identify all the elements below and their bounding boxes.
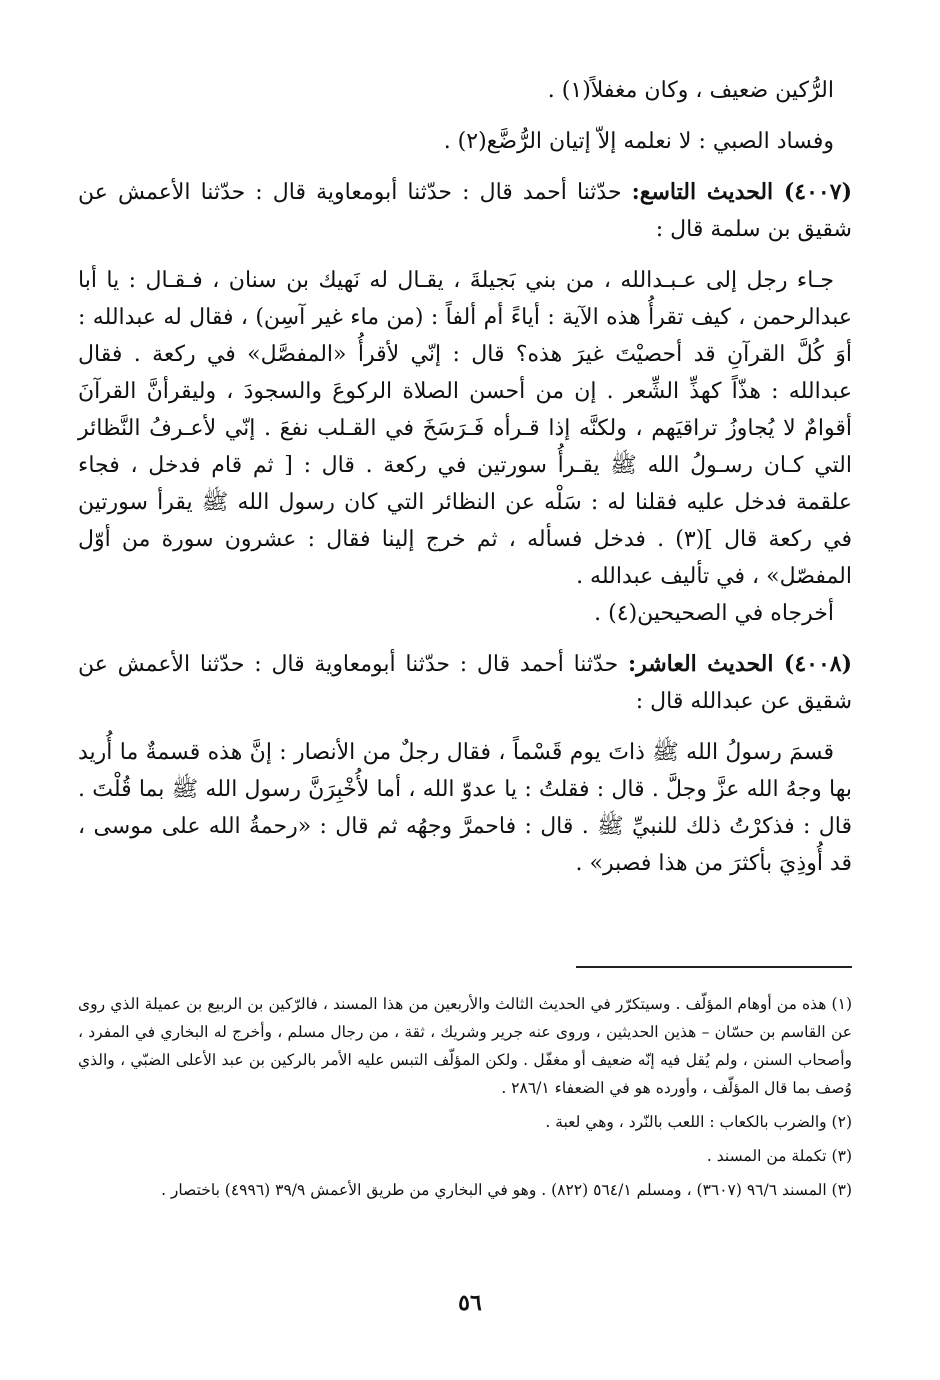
hadith-4007-isnad: حدّثنا أحمد قال : حدّثنا أبومعاوية قال : حدّثنا الأعمش عن شقيق بن سلمة قال : — [78, 180, 852, 242]
page-number: ٥٦ — [458, 1290, 482, 1316]
footnote-1: (١) هذه من أوهام المؤلّف . وسيتكرّر في الحديث الثالث والأربعين من هذا المسند ، فالرّكين بن الربيع بن عميلة الذي روى عن القاسم بن حسّان – هذين الحديثين ، وروى عنه جرير وشريك ، ثقة ، من رجال مسلم ، وأخرج له البخاري في المفرد ، وأصحاب السنن ، ولم يُقل فيه إنّه ضعيف أو مغفّل . ولكن المؤلّف التبس عليه الأمر بالركين بن عبد الأعلى الضبّي ، والذي وُصف بما قال المؤلّف ، وأورده هو في الضعفاء ٢٨٦/١ . — [78, 995, 852, 1097]
hadith-4007-heading: (٤٠٠٧) الحديث التاسع: — [631, 179, 852, 205]
hadith-4007-text: جـاء رجل إلى عـبـدالله ، من بني بَجيلةَ ، يقـال له نَهيك بن سنان ، فـقـال : يا أبا عبدالرحمن ، كيف تقرأُ هذه الآية : أياءً أم ألفاً : (من ماء غير آسِن) ، فقال له عبدالله : أوَ كُلَّ القرآنِ قد أحصيْتَ غيرَ هذه؟ قال : إنّي لأقرأُ «المفصَّل» في ركعة . فقال عبدالله : هذّاً كهذِّ الشِّعر . إن من أحسن الصلاة الركوعَ والسجودَ ، وليقرأنَّ القرآنَ أقوامٌ لا يُجاوزُ تراقيَهم ، ولكنَّه إذا قـرأه فَـرَسَخَ في القـلب نفعَ . إنّي لأعـرفُ النَّظائر التي كـان رسـولُ الله ﷺ يقـرأُ سورتين في ركعة . قال : [ ثم قام فدخل ، فجاء علقمة فدخل عليه فقلنا له : سَلْه عن النظائر التي كان رسول الله ﷺ يقرأ سورتين في ركعة قال ](٣) . فدخل فسأله ، ثم خرج إلينا فقال : عشرون سورة من أوّل المفصّل» ، في تأليف عبدالله . — [78, 268, 853, 589]
footnote-2: (٢) والضرب بالكعاب : اللعب بالنّرد ، وهي لعبة . — [545, 1113, 852, 1131]
footnote-separator — [576, 966, 852, 968]
body-line-2: وفساد الصبي : لا نعلمه إلاّ إتيان الرُّضَّع(٢) . — [443, 129, 834, 154]
body-line-1: الرُّكين ضعيف ، وكان مغفلاً(١) . — [547, 78, 834, 103]
hadith-4007-chain — [78, 174, 852, 248]
hadith-4008-heading: (٤٠٠٨) الحديث العاشر: — [627, 651, 852, 677]
footnote-3: (٣) تكملة من المسند . — [706, 1147, 852, 1165]
hadith-4008-isnad: حدّثنا أحمد قال : حدّثنا أبومعاوية قال : حدّثنا الأعمش عن شقيق عن عبدالله قال : — [78, 652, 852, 714]
footnotes — [78, 990, 852, 1210]
hadith-4008-chain — [78, 646, 852, 720]
footnote-4: (٣) المسند ٩٦/٦ (٣٦٠٧) ، ومسلم ٥٦٤/١ (٨٢٢) . وهو في البخاري من طريق الأعمش ٣٩/٩ (٤٩٩٦) باختصار . — [161, 1181, 852, 1199]
hadith-4007-takhrij: أخرجاه في الصحيحين(٤) . — [594, 601, 834, 626]
hadith-4008-text: قسمَ رسولُ الله ﷺ ذاتَ يوم قَسْماً ، فقال رجلٌ من الأنصار : إنَّ هذه قسمةٌ ما أُريد بها وجهُ الله عزَّ وجلَّ . قال : فقلتُ : يا عدوّ الله ، أما لأُخْبِرَنَّ رسول الله ﷺ بما قُلْتَ . قال : فذكرْتُ ذلك للنبيِّ ﷺ . قال : فاحمرَّ وجهُه ثم قال : «رحمةُ الله على موسى ، قد أُوذِيَ بأكثرَ من هذا فصبر» . — [78, 740, 852, 876]
main-text — [78, 72, 852, 882]
